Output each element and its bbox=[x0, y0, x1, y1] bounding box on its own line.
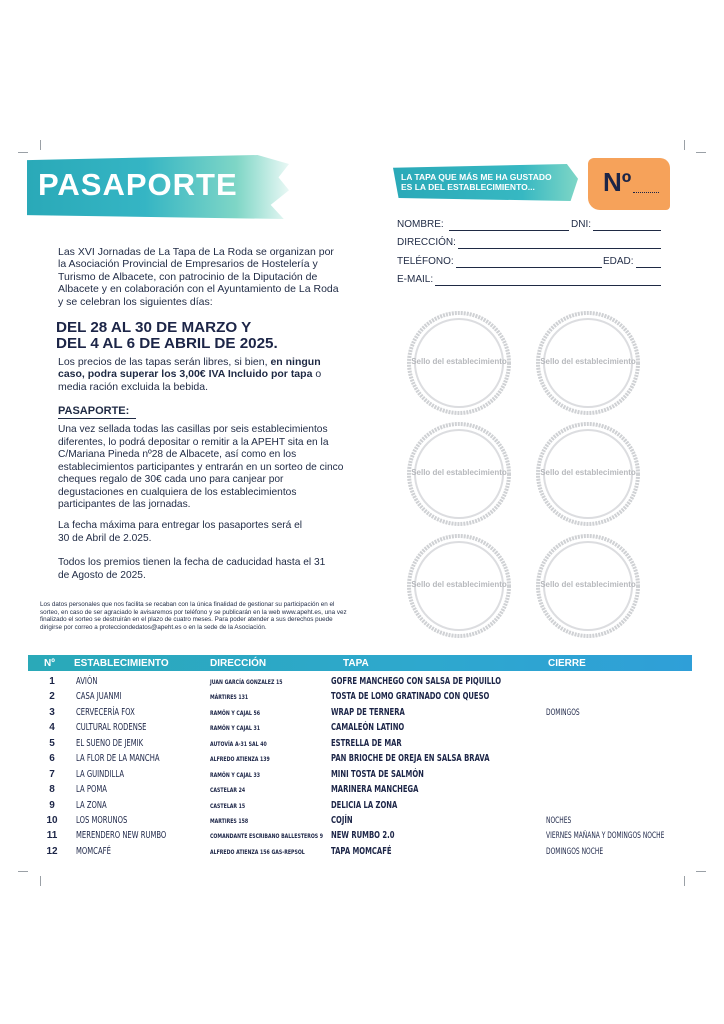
table-row bbox=[0, 815, 724, 831]
expiry-text: Todos los premios tienen la fecha de caducidad hasta el 31 de Agosto de 2025. bbox=[58, 557, 326, 581]
crop-mark bbox=[40, 876, 41, 886]
table-row bbox=[0, 753, 724, 769]
cell-direccion: ALFREDO ATIENZA 139 bbox=[210, 755, 270, 763]
cell-direccion: JUAN GARCÍA GONZALEZ 15 bbox=[210, 678, 283, 686]
cell-direccion: RAMÓN Y CAJAL 33 bbox=[210, 771, 260, 779]
cell-direccion: MÁRTIRES 131 bbox=[210, 693, 249, 701]
table-row bbox=[0, 830, 724, 846]
cell-direccion: MARTIRES 158 bbox=[210, 817, 249, 825]
cell-establecimiento: LA POMA bbox=[76, 784, 107, 795]
stamp-slot[interactable] bbox=[534, 420, 642, 528]
edad-label: EDAD: bbox=[603, 256, 634, 267]
stamp-label: Sello del establecimiento bbox=[411, 580, 507, 589]
pasaporte-rules: Una vez sellada todas las casillas por seis establecimientos diferentes, lo podrá depositar o remitir a la APEHT sita en la C/Mariana Pineda nº28 de Albacete, así como en los establecimientos participantes y entrarán en un sorteo de cinco cheques regalo de 30€ cada uno para canjear por degustaciones en cualquiera de los establecimientos participantes de las jornadas. bbox=[58, 424, 344, 510]
stamp-label: Sello del establecimiento bbox=[540, 580, 636, 589]
cell-cierre: NOCHES bbox=[546, 816, 572, 826]
table-row bbox=[0, 676, 724, 692]
stamp-slot[interactable] bbox=[405, 420, 513, 528]
cell-direccion: CASTELAR 15 bbox=[210, 802, 246, 810]
prices-text-end: o media ración excluida la bebida. bbox=[58, 368, 322, 393]
cell-number: 2 bbox=[49, 691, 55, 702]
crop-mark bbox=[40, 140, 41, 150]
direccion-label: DIRECCIÓN: bbox=[397, 237, 456, 248]
cell-tapa: NEW RUMBO 2.0 bbox=[331, 830, 395, 841]
number-label: Nº bbox=[603, 167, 632, 197]
prices-bold-text: en ningun caso, podra superar los 3,00€ IVA Incluido por tapa bbox=[58, 356, 321, 381]
cell-establecimiento: EL SUEÑO DE JEMIK bbox=[76, 738, 144, 749]
cell-number: 12 bbox=[46, 846, 58, 857]
email-field[interactable] bbox=[435, 285, 661, 286]
stamp-label: Sello del establecimiento bbox=[411, 357, 507, 366]
cell-number: 4 bbox=[49, 722, 55, 733]
favorite-line-1: LA TAPA QUE MÁS ME HA GUSTADO bbox=[401, 172, 552, 182]
cell-tapa: ESTRELLA DE MAR bbox=[331, 738, 402, 749]
cell-establecimiento: CASA JUANMI bbox=[76, 691, 122, 702]
stamp-slot[interactable] bbox=[405, 532, 513, 640]
cell-tapa: MARINERA MANCHEGA bbox=[331, 784, 419, 795]
event-dates bbox=[56, 320, 356, 352]
pasaporte-heading: PASAPORTE: bbox=[58, 405, 136, 419]
prices-text: Los precios de las tapas serán libres, si bien, bbox=[58, 356, 271, 368]
cell-establecimiento: LA ZONA bbox=[76, 800, 107, 811]
telefono-field[interactable] bbox=[456, 267, 602, 268]
crop-mark bbox=[684, 140, 685, 150]
privacy-notice: Los datos personales que nos facilita se recaban con la única finalidad de gestionar su participación en el sorteo, en caso de ser agraciado le avisaremos por teléfono y se publicarán en la web www.apeht.es, una vez finalizado el sorteo se destruirán en el plazo de cuatro meses. Para poder atender a sus derechos puede dirigirse por correo a protecciondedatos@apeht.es o en la sede de la Asociación. bbox=[40, 601, 347, 631]
cell-tapa: TOSTA DE LOMO GRATINADO CON QUESO bbox=[331, 691, 490, 702]
table-row bbox=[0, 769, 724, 785]
edad-field[interactable] bbox=[636, 267, 661, 268]
telefono-label: TELÉFONO: bbox=[397, 256, 454, 267]
cell-tapa: WRAP DE TERNERA bbox=[331, 707, 405, 718]
cell-direccion: AUTOVÍA A-31 SAL 40 bbox=[210, 740, 267, 748]
crop-mark bbox=[18, 152, 28, 153]
cell-number: 11 bbox=[46, 830, 58, 841]
dates-line-2: DEL 4 AL 6 DE ABRIL DE 2025. bbox=[56, 335, 278, 352]
cell-number: 9 bbox=[49, 800, 55, 811]
table-row bbox=[0, 691, 724, 707]
nombre-field[interactable] bbox=[449, 230, 569, 231]
table-row bbox=[0, 738, 724, 754]
nombre-label: NOMBRE: bbox=[397, 219, 444, 230]
cell-number: 7 bbox=[49, 769, 55, 780]
stamp-slot[interactable] bbox=[534, 532, 642, 640]
cell-direccion: COMANDANTE ESCRIBANO BALLESTEROS 9 bbox=[210, 832, 324, 840]
crop-mark bbox=[696, 871, 706, 872]
cell-establecimiento: MERENDERO NEW RUMBO bbox=[76, 830, 167, 841]
table-row bbox=[0, 707, 724, 723]
dates-line-1: DEL 28 AL 30 DE MARZO Y bbox=[56, 319, 252, 336]
dni-field[interactable] bbox=[593, 230, 661, 231]
table-row bbox=[0, 722, 724, 738]
page-title: PASAPORTE bbox=[38, 167, 238, 202]
cell-establecimiento: MOMCAFÉ bbox=[76, 846, 111, 857]
deadline-text: La fecha máxima para entregar los pasaportes será el 30 de Abril de 2.025. bbox=[58, 520, 303, 544]
email-label: E-MAIL: bbox=[397, 274, 434, 285]
cell-cierre: DOMINGOS NOCHE bbox=[546, 847, 604, 857]
cell-number: 5 bbox=[49, 738, 55, 749]
cell-direccion: RAMÓN Y CAJAL 56 bbox=[210, 709, 260, 717]
col-header-cierre: CIERRE bbox=[548, 658, 586, 669]
table-row bbox=[0, 846, 724, 862]
stamp-slot[interactable] bbox=[534, 309, 642, 417]
crop-mark bbox=[18, 871, 28, 872]
cell-number: 6 bbox=[49, 753, 55, 764]
cell-tapa: CAMALEÓN LATINO bbox=[331, 722, 405, 733]
cell-tapa: MINI TOSTA DE SALMÓN bbox=[331, 769, 424, 780]
cell-tapa: TAPA MOMCAFÉ bbox=[331, 846, 392, 857]
cell-establecimiento: AVIÓN bbox=[76, 676, 98, 687]
favorite-line-2: ES LA DEL ESTABLECIMIENTO... bbox=[401, 182, 535, 192]
cell-establecimiento: LOS MORUNOS bbox=[76, 815, 128, 826]
col-header-direccion: DIRECCIÓN bbox=[210, 658, 267, 669]
col-header-tapa: TAPA bbox=[343, 658, 369, 669]
crop-mark bbox=[684, 876, 685, 886]
cell-establecimiento: LA GUINDILLA bbox=[76, 769, 125, 780]
favorite-tapa-text bbox=[401, 172, 571, 192]
cell-direccion: ALFREDO ATIENZA 156 GAS-REPSOL bbox=[210, 848, 305, 856]
col-header-number: Nº bbox=[44, 658, 55, 669]
cell-cierre: DOMINGOS bbox=[546, 708, 580, 718]
stamp-label: Sello del establecimiento bbox=[411, 468, 507, 477]
number-field[interactable] bbox=[633, 192, 659, 193]
cell-establecimiento: CERVECERÍA FOX bbox=[76, 707, 135, 718]
stamp-label: Sello del establecimiento bbox=[540, 357, 636, 366]
cell-establecimiento: LA FLOR DE LA MANCHA bbox=[76, 753, 160, 764]
cell-tapa: COJÍN bbox=[331, 815, 353, 826]
direccion-field[interactable] bbox=[458, 248, 661, 249]
cell-number: 3 bbox=[49, 707, 55, 718]
cell-tapa: DELICIA LA ZONA bbox=[331, 800, 398, 811]
dni-label: DNI: bbox=[571, 219, 591, 230]
col-header-establecimiento: ESTABLECIMIENTO bbox=[74, 658, 169, 669]
cell-number: 8 bbox=[49, 784, 55, 795]
crop-mark bbox=[696, 152, 706, 153]
table-row bbox=[0, 784, 724, 800]
prices-paragraph bbox=[58, 356, 343, 393]
stamp-label: Sello del establecimiento bbox=[540, 468, 636, 477]
stamp-slot[interactable] bbox=[405, 309, 513, 417]
cell-tapa: GOFRE MANCHEGO CON SALSA DE PIQUILLO bbox=[331, 676, 502, 687]
cell-direccion: RAMÓN Y CAJAL 31 bbox=[210, 724, 260, 732]
cell-number: 1 bbox=[49, 676, 55, 687]
cell-establecimiento: CULTURAL RODENSE bbox=[76, 722, 147, 733]
cell-number: 10 bbox=[46, 815, 58, 826]
intro-paragraph: Las XVI Jornadas de La Tapa de La Roda se organizan por la Asociación Provincial de Empresarios de Hostelería y Turismo de Albacete, con patrocinio de la Diputación de Albacete y en colaboración con el Ayuntamiento de La Roda y se celebran los siguientes días: bbox=[58, 246, 339, 308]
cell-cierre: VIERNES MAÑANA Y DOMINGOS NOCHE bbox=[546, 831, 665, 841]
cell-tapa: PAN BRIOCHE DE OREJA EN SALSA BRAVA bbox=[331, 753, 490, 764]
cell-direccion: CASTELAR 24 bbox=[210, 786, 246, 794]
table-row bbox=[0, 800, 724, 816]
